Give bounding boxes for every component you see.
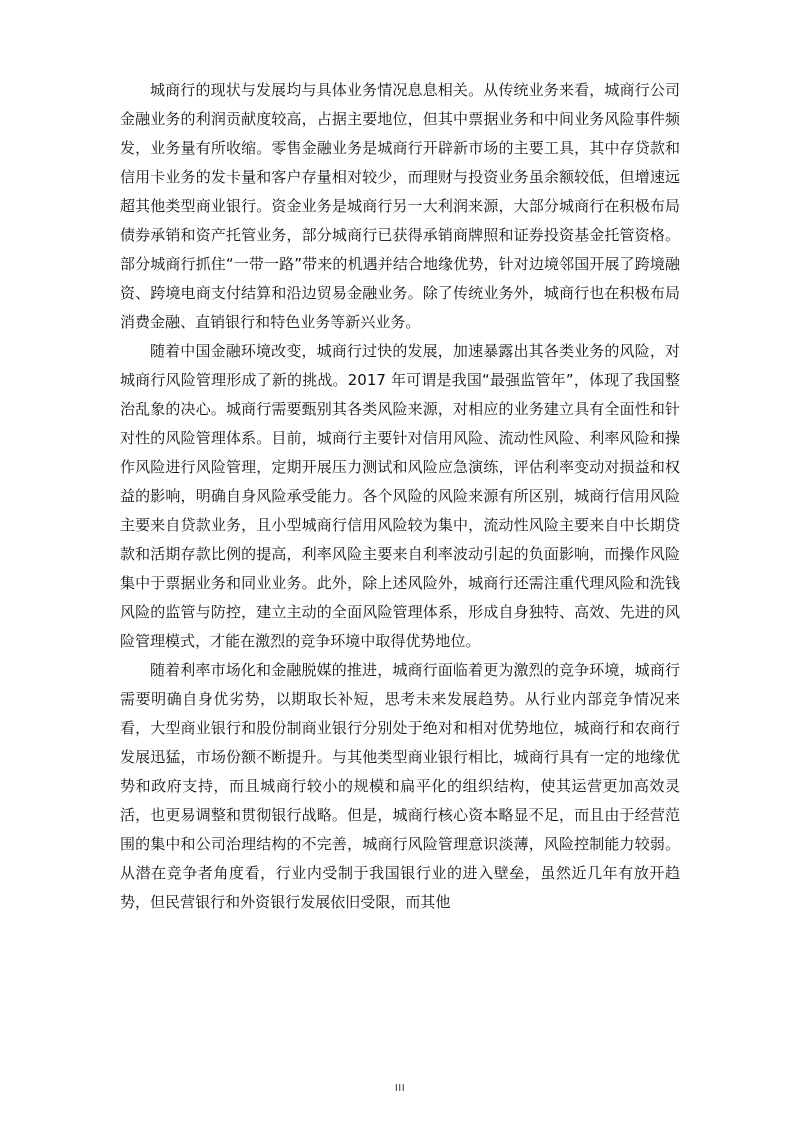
page-number: III <box>394 1083 406 1094</box>
body-text <box>120 76 680 917</box>
paragraph-3: 随着利率市场化和金融脱媒的推进，城商行面临着更为激烈的竞争环境，城商行需要明确自身优劣势，以期取长补短，思考未来发展趋势。从行业内部竞争情况来看，大型商业银行和股份制商业银行分别处于绝对和相对优势地位，城商行和农商行发展迅猛，市场份额不断提升。与其他类型商业银行相比，城商行具有一定的地缘优势和政府支持，而且城商行较小的规模和扁平化的组织结构，使其运营更加高效灵活，也更易调整和贯彻银行战略。但是，城商行核心资本略显不足，而且由于经营范围的集中和公司治理结构的不完善，城商行风险管理意识淡薄，风险控制能力较弱。从潜在竞争者角度看，行业内受制于我国银行业的进入壁垒，虽然近几年有放开趋势，但民营银行和外资银行发展依旧受限，而其他 <box>120 661 680 911</box>
paragraph-2: 随着中国金融环境改变，城商行过快的发展，加速暴露出其各类业务的风险，对城商行风险管理形成了新的挑战。2017 年可谓是我国“最强监管年”，体现了我国整治乱象的决心。城商行需要甄别其各类风险来源，对相应的业务建立具有全面性和针对性的风险管理体系。目前，城商行主要针对信用风险、流动性风险、利率风险和操作风险进行风险管理，定期开展压力测试和风险应急演练，评估利率变动对损益和权益的影响，明确自身风险承受能力。各个风险的风险来源有所区别，城商行信用风险主要来自贷款业务，且小型城商行信用风险较为集中，流动性风险主要来自中长期贷款和活期存款比例的提高，利率风险主要来自利率波动引起的负面影响，而操作风险集中于票据业务和同业业务。此外，除上述风险外，城商行还需注重代理风险和洗钱风险的监管与防控，建立主动的全面风险管理体系，形成自身独特、高效、先进的风险管理模式，才能在激烈的竞争环境中取得优势地位。 <box>120 342 680 650</box>
paragraph-1: 城商行的现状与发展均与具体业务情况息息相关。从传统业务来看，城商行公司金融业务的利润贡献度较高，占据主要地位，但其中票据业务和中间业务风险事件频发，业务量有所收缩。零售金融业务是城商行开辟新市场的主要工具，其中存贷款和信用卡业务的发卡量和客户存量相对较少，而理财与投资业务虽余额较低，但增速远超其他类型商业银行。资金业务是城商行另一大利润来源，大部分城商行在积极布局债券承销和资产托管业务，部分城商行已获得承销商牌照和证券投资基金托管资格。部分城商行抓住“一带一路”带来的机遇并结合地缘优势，针对边境邻国开展了跨境融资、跨境电商支付结算和沿边贸易金融业务。除了传统业务外，城商行也在积极布局消费金融、直销银行和特色业务等新兴业务。 <box>120 81 680 331</box>
